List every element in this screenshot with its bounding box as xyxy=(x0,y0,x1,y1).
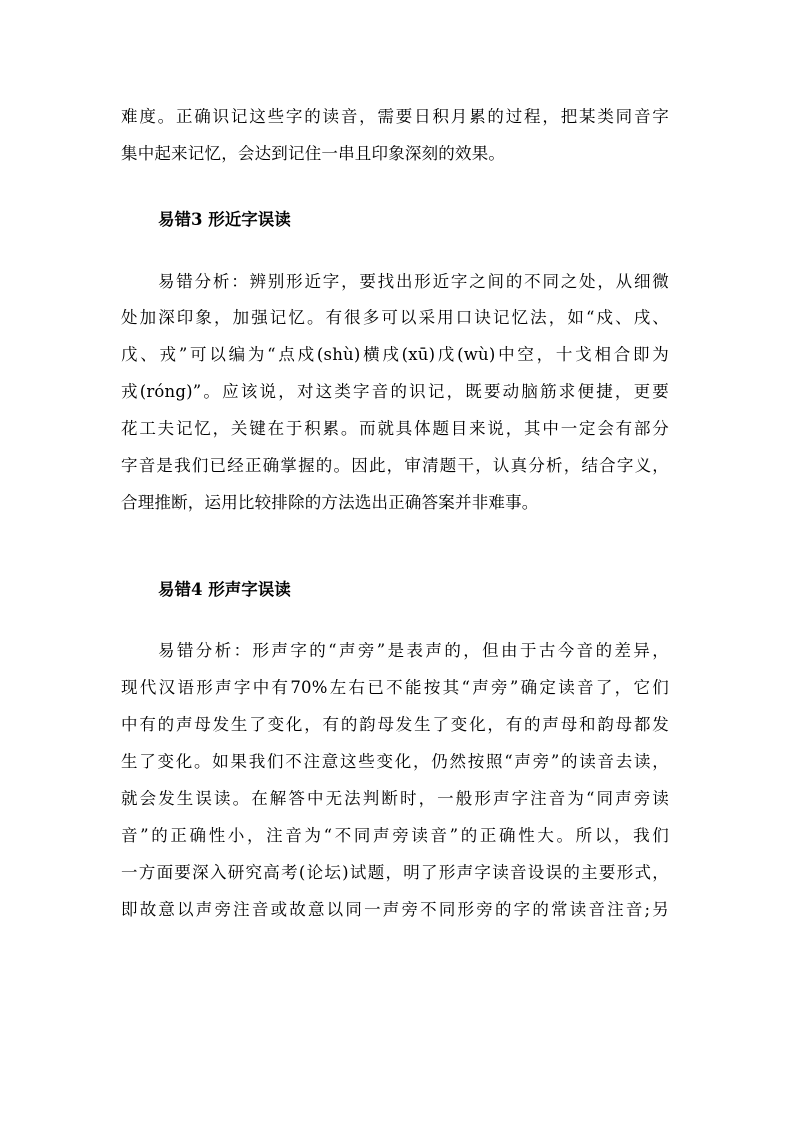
paragraph-line: 集中起来记忆，会达到记住一串且印象深刻的效果。 xyxy=(121,144,506,163)
paragraph-line: 戊、戎”可以编为“点戍(shù)横戌(xū)戊(wù)中空，十戈相合即为 xyxy=(121,345,669,364)
paragraph-line: 生了变化。如果我们不注意这些变化，仍然按照“声旁”的读音去读， xyxy=(121,752,669,771)
paragraph-line: 中有的声母发生了变化，有的韵母发生了变化，有的声母和韵母都发 xyxy=(121,715,669,734)
paragraph-line: 现代汉语形声字中有70%左右已不能按其“声旁”确定读音了，它们 xyxy=(121,678,669,697)
paragraph-line: 合理推断，运用比较排除的方法选出正确答案并非难事。 xyxy=(121,493,539,512)
paragraph-line: 戎(róng)”。应该说，对这类字音的识记，既要动脑筋求便捷，更要 xyxy=(121,382,669,401)
paragraph-line: 就会发生误读。在解答中无法判断时，一般形声字注音为“同声旁读 xyxy=(121,789,669,808)
paragraph-line: 即故意以声旁注音或故意以同一声旁不同形旁的字的常读音注音;另 xyxy=(121,900,669,919)
section-heading-3: 易错3 形近字误读 xyxy=(158,210,291,229)
paragraph-line: 字音是我们已经正确掌握的。因此，审清题干，认真分析，结合字义， xyxy=(121,456,669,475)
paragraph-line: 一方面要深入研究高考(论坛)试题，明了形声字读音设误的主要形式， xyxy=(121,863,669,882)
paragraph-line: 易错分析：辨别形近字，要找出形近字之间的不同之处，从细微 xyxy=(158,272,669,291)
paragraph-line: 难度。正确识记这些字的读音，需要日积月累的过程，把某类同音字 xyxy=(121,107,669,126)
paragraph-line: 花工夫记忆，关键在于积累。而就具体题目来说，其中一定会有部分 xyxy=(121,419,669,438)
paragraph-line: 易错分析：形声字的“声旁”是表声的，但由于古今音的差异， xyxy=(158,641,669,660)
section-heading-4: 易错4 形声字误读 xyxy=(158,580,291,599)
paragraph-line: 音”的正确性小，注音为“不同声旁读音”的正确性大。所以，我们 xyxy=(121,826,669,845)
paragraph-line: 处加深印象，加强记忆。有很多可以采用口诀记忆法，如“戍、戌、 xyxy=(121,308,669,327)
